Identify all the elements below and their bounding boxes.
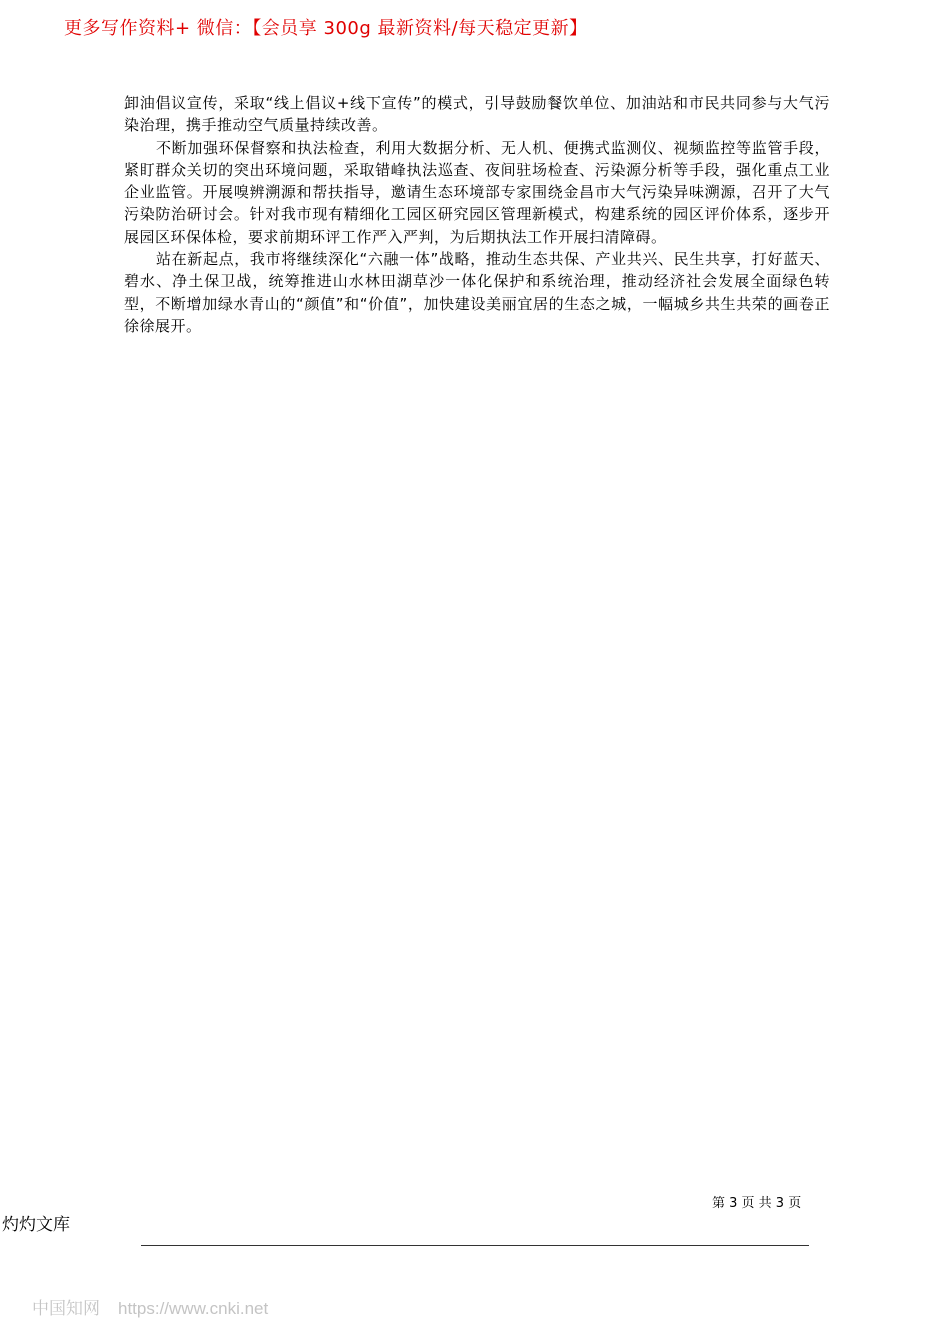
promo-banner: 更多写作资料+ 微信：【会员享 300g 最新资料/每天稳定更新】	[64, 18, 588, 39]
library-name: 灼灼文库	[2, 1215, 70, 1235]
paragraph-3: 站在新起点，我市将继续深化“六融一体”战略，推动生态共保、产业共兴、民生共享，打好蓝天、碧水、净土保卫战，统筹推进山水林田湖草沙一体化保护和系统治理，推动经济社会发展全面绿色转型，不断增加绿水青山的“颜值”和“价值”，加快建设美丽宜居的生态之城，一幅城乡共生共荣的画卷正徐徐展开。	[124, 250, 830, 335]
watermark-url: https://www.cnki.net	[118, 1299, 269, 1318]
footer-divider	[141, 1245, 809, 1246]
document-body	[124, 92, 830, 337]
paragraph-1: 卸油倡议宣传，采取“线上倡议+线下宣传”的模式，引导鼓励餐饮单位、加油站和市民共同参与大气污染治理，携手推动空气质量持续改善。	[124, 94, 830, 135]
paragraph-2: 不断加强环保督察和执法检查，利用大数据分析、无人机、便携式监测仪、视频监控等监管手段，紧盯群众关切的突出环境问题，采取错峰执法巡查、夜间驻场检查、污染源分析等手段，强化重点工业企业监管。开展嗅辨溯源和帮扶指导，邀请生态环境部专家围绕金昌市大气污染异味溯源，召开了大气污染防治研讨会。针对我市现有精细化工园区研究园区管理新模式，构建系统的园区评价体系，逐步开展园区环保体检，要求前期环评工作严入严判，为后期执法工作开展扫清障碍。	[124, 138, 830, 246]
watermark	[32, 1294, 268, 1319]
page-number: 第 3 页 共 3 页	[712, 1196, 802, 1211]
watermark-name: 中国知网	[32, 1299, 100, 1319]
